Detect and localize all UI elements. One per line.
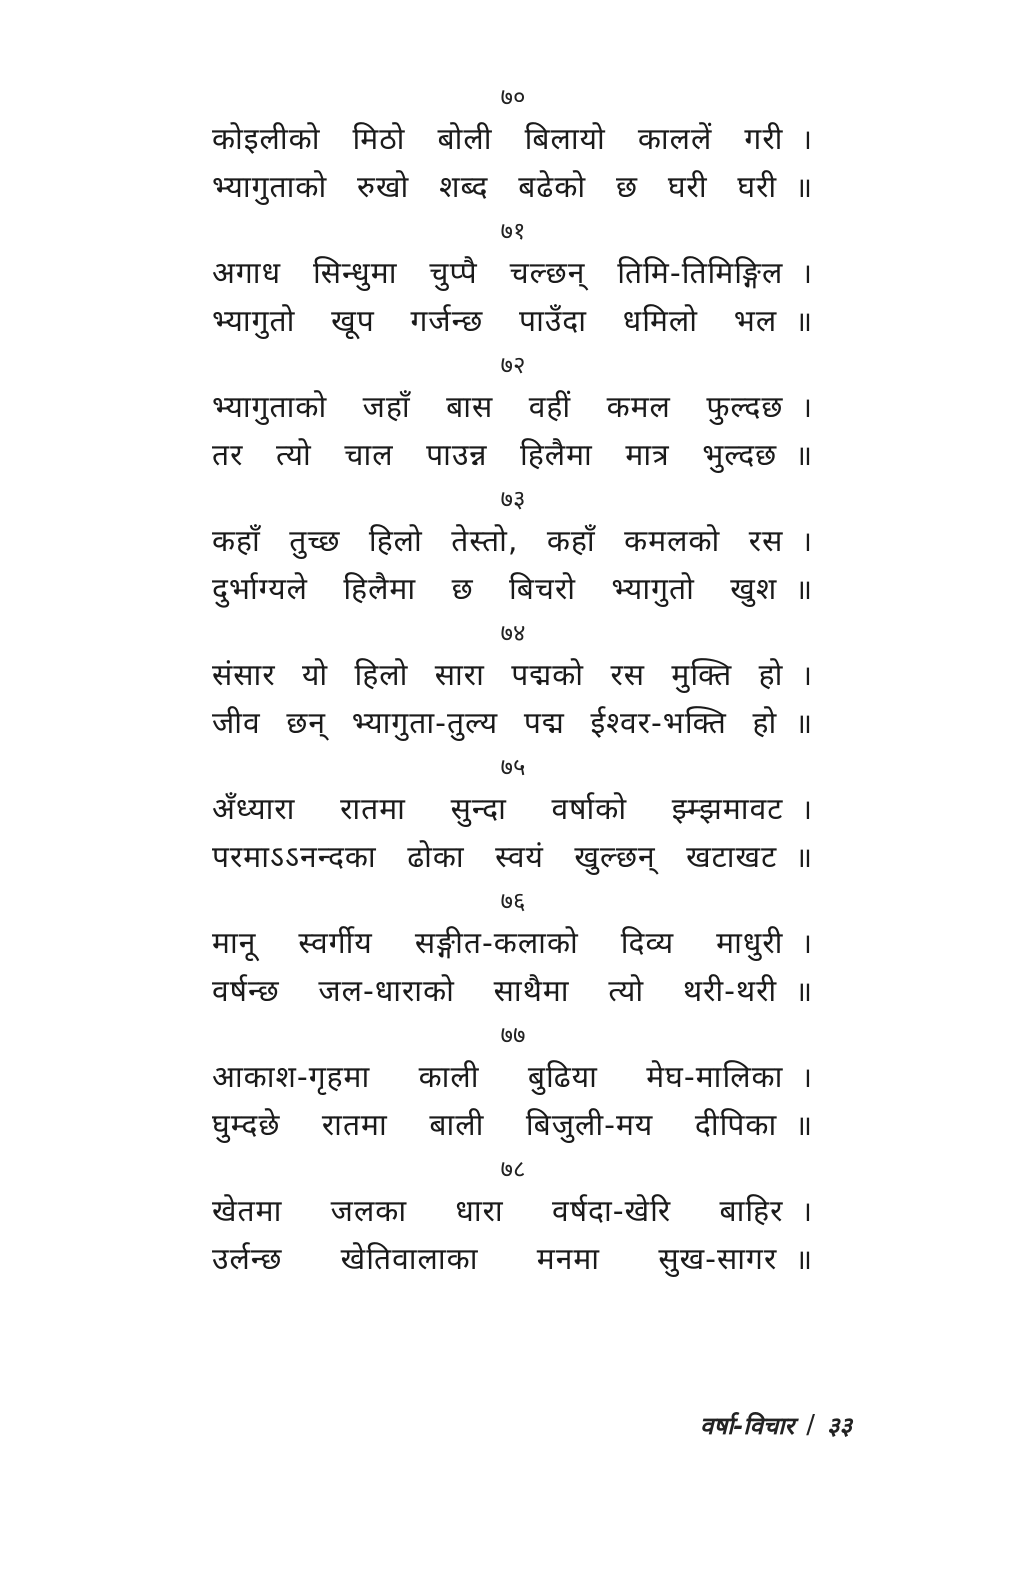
verse-line xyxy=(212,834,812,882)
verse-line xyxy=(212,116,812,164)
verse-line-text: आकाश-गृहमा काली बुढिया मेघ-मालिका xyxy=(212,1060,784,1095)
danda-mark: । xyxy=(801,1195,812,1228)
verse-line xyxy=(212,652,812,700)
page-number: ३३ xyxy=(827,1411,852,1440)
verse-number: ७२ xyxy=(500,351,526,379)
verse-line-text: भ्यागुतो खूप गर्जन्छ पाउँदा धमिलो भल xyxy=(212,304,778,339)
verse-line xyxy=(212,518,812,566)
verse-number: ७६ xyxy=(500,887,526,915)
verse-number: ७७ xyxy=(500,1021,526,1049)
verse-block xyxy=(212,212,812,346)
double-danda-mark: ॥ xyxy=(795,1109,812,1142)
danda-mark: । xyxy=(801,257,812,290)
verse-line xyxy=(212,164,812,212)
verse-line xyxy=(212,1236,812,1284)
danda-mark: । xyxy=(801,1061,812,1094)
double-danda-mark: ॥ xyxy=(795,573,812,606)
verse-line xyxy=(212,700,812,748)
verse-line-text: भ्यागुताको रुखो शब्द बढेको छ घरी घरी xyxy=(212,170,778,205)
verse-number: ७० xyxy=(500,83,526,111)
double-danda-mark: ॥ xyxy=(795,975,812,1008)
verse-block xyxy=(212,1150,812,1284)
verse-block xyxy=(212,1016,812,1150)
verse-block xyxy=(212,480,812,614)
verse-line xyxy=(212,1054,812,1102)
verse-line xyxy=(212,566,812,614)
double-danda-mark: ॥ xyxy=(795,841,812,874)
verse-line-text: जीव छन् भ्यागुता-तुल्य पद्म ईश्वर-भक्ति हो xyxy=(212,706,778,741)
verse-line-text: तर त्यो चाल पाउन्न हिलैमा मात्र भुल्दछ xyxy=(212,438,778,473)
verse-block xyxy=(212,346,812,480)
verse-line xyxy=(212,250,812,298)
verse-line xyxy=(212,298,812,346)
verse-line-text: उर्लन्छ खेतिवालाका मनमा सुख-सागर xyxy=(212,1242,778,1277)
verse-line-text: परमाऽऽनन्दका ढोका स्वयं खुल्छन् खटाखट xyxy=(212,840,778,875)
double-danda-mark: ॥ xyxy=(795,439,812,472)
verse-line xyxy=(212,786,812,834)
double-danda-mark: ॥ xyxy=(795,707,812,740)
verse-line xyxy=(212,920,812,968)
running-title: वर्षा-विचार xyxy=(700,1411,795,1440)
double-danda-mark: ॥ xyxy=(795,171,812,204)
verse-line xyxy=(212,1102,812,1150)
verse-block xyxy=(212,78,812,212)
verse-line-text: अँध्यारा रातमा सुन्दा वर्षाको झ्म्झमावट xyxy=(212,792,784,827)
verse-line-text: कहाँ तुच्छ हिलो तेस्तो, कहाँ कमलको रस xyxy=(212,524,784,559)
verse-line-text: खेतमा जलका धारा वर्षदा-खेरि बाहिर xyxy=(212,1194,784,1229)
verse-block xyxy=(212,748,812,882)
danda-mark: । xyxy=(801,927,812,960)
verse-number: ७५ xyxy=(500,753,526,781)
verse-number: ७१ xyxy=(500,217,526,245)
verse-line-text: घुम्दछे रातमा बाली बिजुली-मय दीपिका xyxy=(212,1108,778,1143)
verse-block xyxy=(212,882,812,1016)
verse-line-text: दुर्भाग्यले हिलैमा छ बिचरो भ्यागुतो खुश xyxy=(212,572,778,607)
danda-mark: । xyxy=(801,525,812,558)
danda-mark: । xyxy=(801,659,812,692)
danda-mark: । xyxy=(801,123,812,156)
footer-separator: / xyxy=(806,1410,815,1440)
verse-line-text: कोइलीको मिठो बोली बिलायो काललें गरी xyxy=(212,122,784,157)
double-danda-mark: ॥ xyxy=(795,1243,812,1276)
verse-number: ७३ xyxy=(500,485,526,513)
danda-mark: । xyxy=(801,793,812,826)
verse-line xyxy=(212,968,812,1016)
verse-number: ७८ xyxy=(500,1155,526,1183)
verse-line xyxy=(212,384,812,432)
verse-list xyxy=(212,78,812,1284)
verse-line-text: वर्षन्छ जल-धाराको साथैमा त्यो थरी-थरी xyxy=(212,974,778,1009)
verse-line-text: अगाध सिन्धुमा चुप्पै चल्छन् तिमि-तिमिङ्गिल xyxy=(212,256,784,291)
verse-line-text: भ्यागुताको जहाँ बास वहीं कमल फुल्दछ xyxy=(212,390,784,425)
danda-mark: । xyxy=(801,391,812,424)
page-footer xyxy=(700,1405,930,1445)
double-danda-mark: ॥ xyxy=(795,305,812,338)
verse-line-text: संसार यो हिलो सारा पद्मको रस मुक्ति हो xyxy=(212,658,784,693)
verse-number: ७४ xyxy=(500,619,526,647)
verse-line-text: मानू स्वर्गीय सङ्गीत-कलाको दिव्य माधुरी xyxy=(212,926,784,961)
verse-block xyxy=(212,614,812,748)
verse-line xyxy=(212,432,812,480)
verse-line xyxy=(212,1188,812,1236)
